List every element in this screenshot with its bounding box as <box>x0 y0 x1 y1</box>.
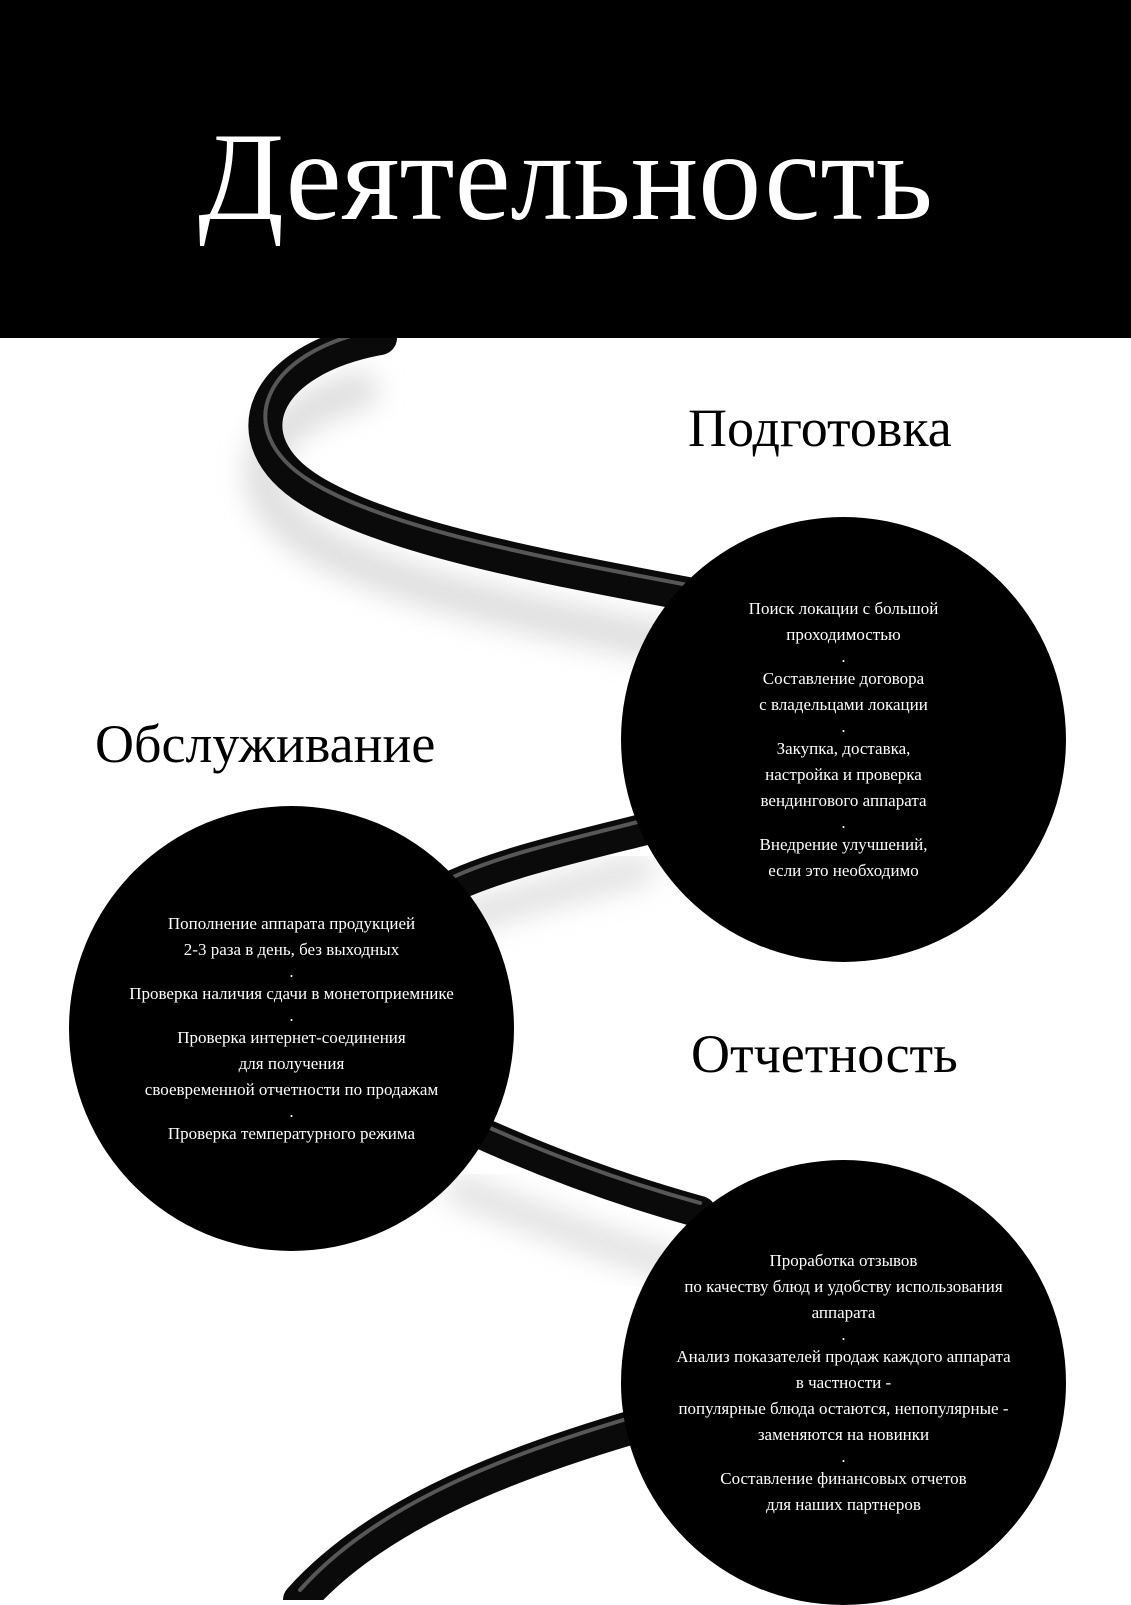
reporting-item: Составление финансовых отчетов для наших партнеров <box>720 1468 967 1514</box>
service-circle <box>69 806 514 1251</box>
heading-preparation: Подготовка <box>688 398 952 458</box>
reporting-item: Проработка отзывов по качеству блюд и удобству использования аппарата <box>684 1250 1003 1322</box>
separator-dot: . <box>841 716 846 736</box>
separator-dot: . <box>289 1101 294 1121</box>
preparation-item: Закупка, доставка, настройка и проверка вендингового аппарата <box>760 738 927 810</box>
separator-dot: . <box>841 812 846 832</box>
page-title: Деятельность <box>198 108 933 247</box>
separator-dot: . <box>289 961 294 981</box>
preparation-item: Поиск локации с большой проходимостью <box>748 598 939 644</box>
separator-dot: . <box>289 1005 294 1025</box>
reporting-item: Анализ показателей продаж каждого аппарата в частности - популярные блюда остаются, непопулярные - заменяются на новинки <box>676 1346 1011 1444</box>
preparation-circle <box>621 517 1066 962</box>
heading-reporting: Отчетность <box>691 1024 958 1084</box>
preparation-item: Составление договора с владельцами локации <box>759 668 928 714</box>
separator-dot: . <box>841 1446 846 1466</box>
header-banner <box>0 0 1131 338</box>
service-item: Проверка интернет-соединения для получения своевременной отчетности по продажам <box>144 1027 439 1099</box>
preparation-item: Внедрение улучшений, если это необходимо <box>759 834 928 880</box>
separator-dot: . <box>841 646 846 666</box>
separator-dot: . <box>841 1324 846 1344</box>
service-item: Проверка температурного режима <box>167 1123 416 1143</box>
heading-service: Обслуживание <box>95 714 436 774</box>
reporting-circle <box>621 1160 1066 1605</box>
service-item: Пополнение аппарата продукцией 2-3 раза в день, без выходных <box>167 913 416 959</box>
service-item: Проверка наличия сдачи в монетоприемнике <box>129 983 454 1003</box>
